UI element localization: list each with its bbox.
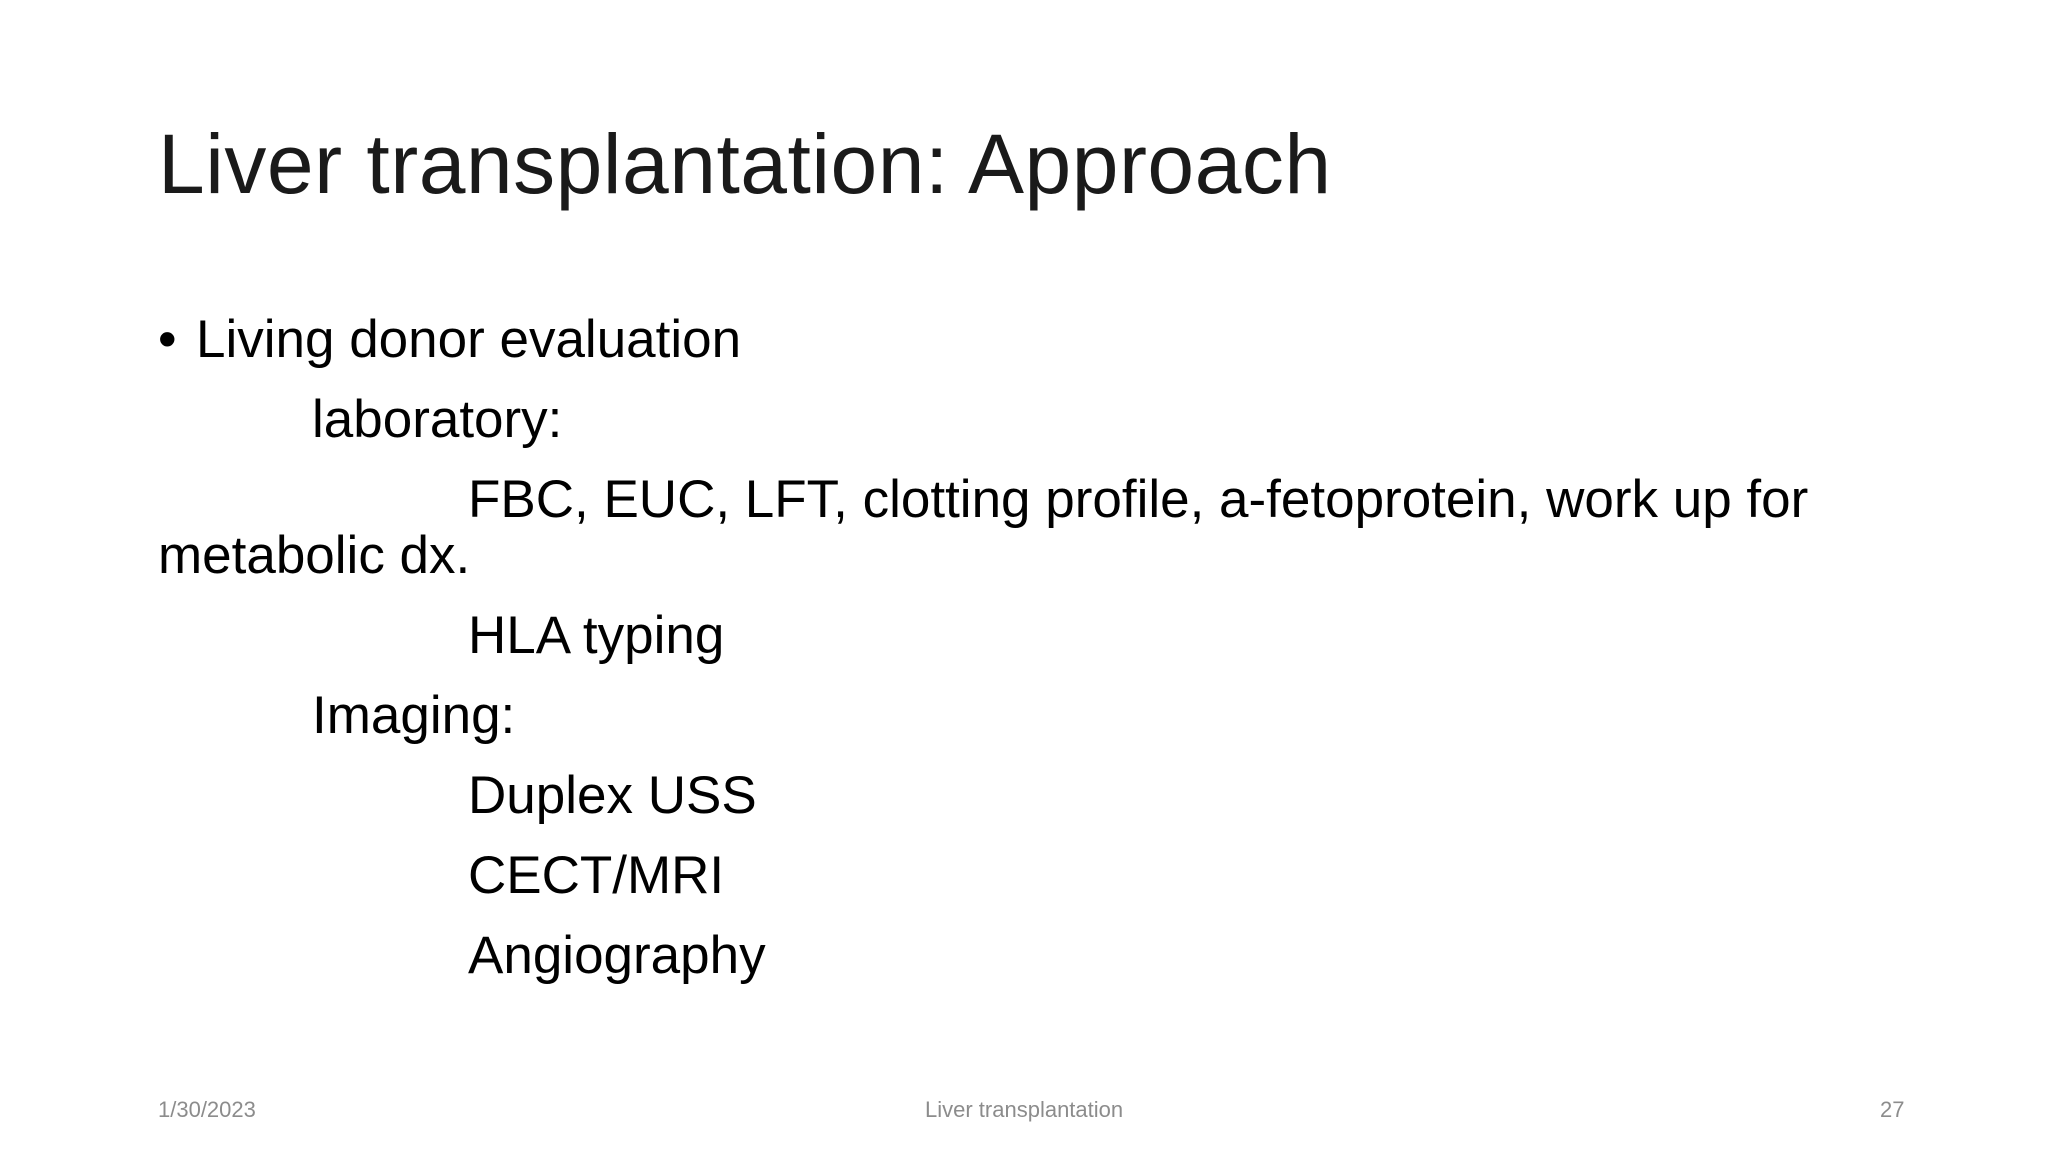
laboratory-label: laboratory: xyxy=(312,390,563,449)
bullet-icon: • xyxy=(158,310,177,369)
slide-title: Liver transplantation: Approach xyxy=(158,117,1332,211)
bullet-item-living-donor xyxy=(158,310,742,369)
bullet-text: Living donor evaluation xyxy=(196,310,742,369)
duplex-uss-line: Duplex USS xyxy=(468,766,757,825)
imaging-label: Imaging: xyxy=(312,686,516,745)
lab-tests-line-2: metabolic dx. xyxy=(158,526,471,585)
footer-page-number: 27 xyxy=(1880,1097,1905,1122)
footer-title: Liver transplantation xyxy=(925,1097,1124,1122)
cect-mri-line: CECT/MRI xyxy=(468,846,725,905)
lab-tests-line-1: FBC, EUC, LFT, clotting profile, a-fetoprotein, work up for xyxy=(468,470,1809,529)
footer-date: 1/30/2023 xyxy=(158,1097,256,1122)
angiography-line: Angiography xyxy=(468,926,766,985)
hla-typing-line: HLA typing xyxy=(468,606,725,665)
